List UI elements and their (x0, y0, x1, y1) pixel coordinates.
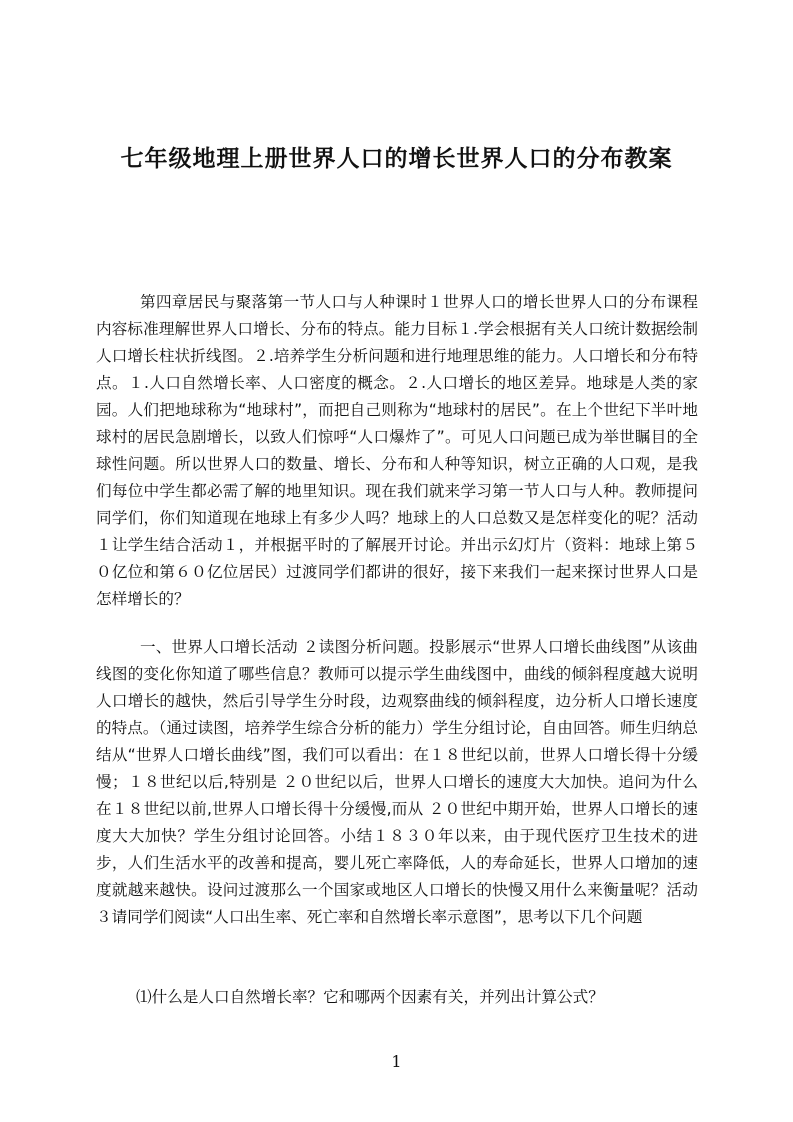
document-title: 七年级地理上册世界人口的增长世界人口的分布教案 (120, 146, 673, 172)
paragraph-3: ⑴什么是人口自然增长率？它和哪两个因素有关，并列出计算公式？ (136, 988, 604, 1006)
paragraph-1: 第四章居民与聚落第一节人口与人种课时１世界人口的增长世界人口的分布课程内容标准理解世界人口增长、分布的特点。能力目标１.学会根据有关人口统计数据绘制人口增长柱状折线图。２.培养学生分析问题和进行地理思维的能力。人口增长和分布特点。１.人口自然增长率、人口密度的概念。２.人口增长的地区差异。地球是人类的家园。人们把地球称为“地球村”，而把自己则称为“地球村的居民”。在上个世纪下半叶地球村的居民急剧增长，以致人们惊呼“人口爆炸了”。可见人口问题已成为举世瞩目的全球性问题。所以世界人口的数量、增长、分布和人种等知识，树立正确的人口观，是我们每位中学生都必需了解的地里知识。现在我们就来学习第一节人口与人种。教师提问同学们，你们知道现在地球上有多少人吗？地球上的人口总数又是怎样变化的呢？活动１让学生结合活动１，并根据平时的了解展开讨论。并出示幻灯片（资料：地球上第５０亿位和第６０亿位居民）过渡同学们都讲的很好，接下来我们一起来探讨世界人口是怎样增长的？ (96, 293, 698, 608)
paragraph-2: 一、世界人口增长活动 ２读图分析问题。投影展示“世界人口增长曲线图”从该曲线图的变化你知道了哪些信息？教师可以提示学生曲线图中，曲线的倾斜程度越大说明人口增长的越快，然后引导学生分时段，边观察曲线的倾斜程度，边分析人口增长速度的特点。（通过读图，培养学生综合分析的能力）学生分组讨论，自由回答。师生归纳总结从“世界人口增长曲线”图，我们可以看出：在１８世纪以前，世界人口增长得十分缓慢；１８世纪以后,特别是 ２０世纪以后，世界人口增长的速度大大加快。追问为什么在１８世纪以前,世界人口增长得十分缓慢,而从 ２０世纪中期开始，世界人口增长的速度大大加快？学生分组讨论回答。小结１８３０年以来，由于现代医疗卫生技术的进步，人们生活水平的改善和提高，婴儿死亡率降低，人的寿命延长，世界人口增加的速度就越来越快。设问过渡那么一个国家或地区人口增长的快慢又用什么来衡量呢？活动３请同学们阅读“人口出生率、死亡率和自然增长率示意图”，思考以下几个问题 (96, 638, 698, 926)
page-number: 1 (391, 1052, 402, 1071)
